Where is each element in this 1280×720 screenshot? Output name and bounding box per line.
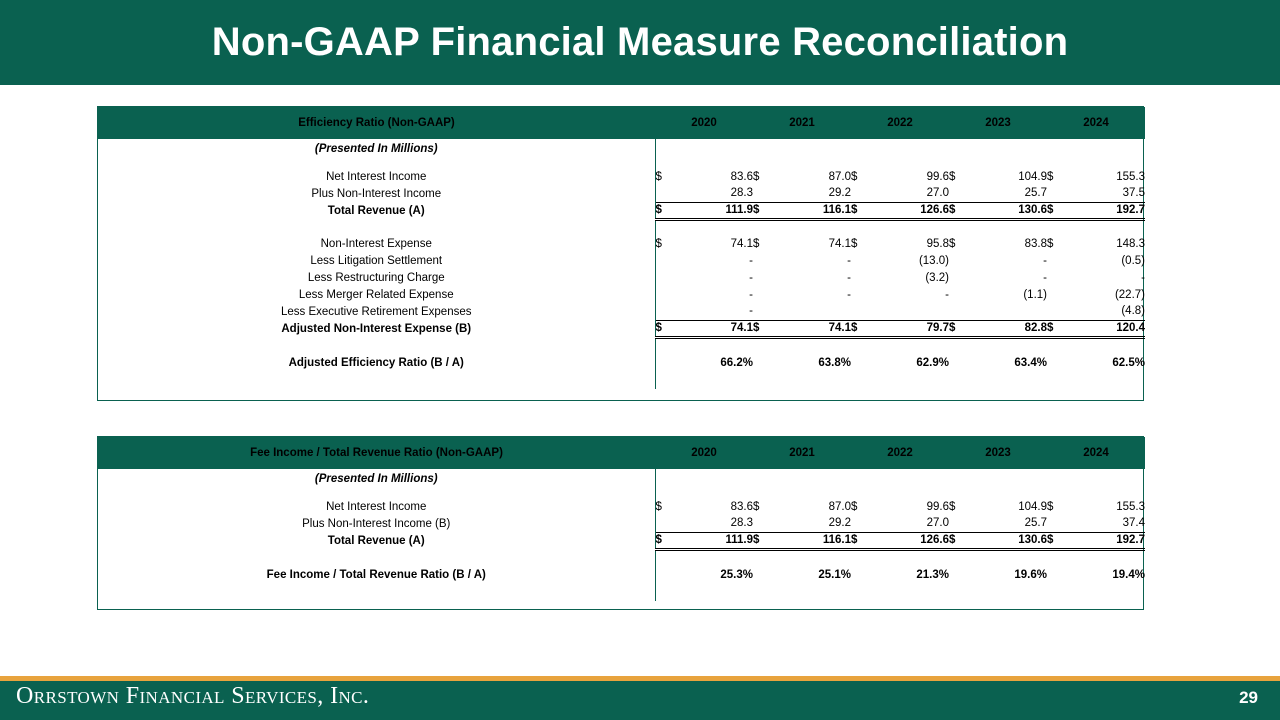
- cell-value: 99.6: [926, 170, 949, 183]
- cell-value: 87.0: [828, 170, 851, 183]
- cell-value: 130.6: [967, 532, 1047, 549]
- cell-symbol: $: [1047, 202, 1065, 219]
- cell-value: 126.6: [869, 202, 949, 219]
- cell-value: 155.3: [1116, 170, 1145, 183]
- cell-symbol: $: [753, 202, 771, 219]
- cell-symbol: $: [655, 168, 673, 185]
- units-note: (Presented In Millions): [314, 473, 438, 485]
- cell-symbol: $: [949, 170, 956, 183]
- cell-value: (0.5): [1121, 254, 1145, 267]
- cell-symbol: $: [949, 500, 956, 513]
- table-row: [98, 532, 1145, 549]
- cell-symbol: [655, 353, 673, 373]
- row-label: Adjusted Non-Interest Expense (B): [281, 322, 472, 335]
- cell-value: 116.1: [771, 532, 851, 549]
- row-label: Less Merger Related Expense: [298, 288, 454, 301]
- cell-value: 19.4%: [1112, 569, 1145, 581]
- cell-symbol: [949, 185, 967, 202]
- cell-symbol: $: [1047, 500, 1054, 513]
- cell-value: (1.1): [1023, 288, 1047, 301]
- cell-value: -: [945, 288, 949, 301]
- row-label: Less Restructuring Charge: [307, 271, 445, 284]
- cell-value: 87.0: [828, 500, 851, 513]
- cell-symbol: [1047, 185, 1065, 202]
- cell-value: 25.7: [1024, 517, 1047, 530]
- cell-value: -: [749, 288, 753, 301]
- cell-value: 192.7: [1065, 532, 1145, 549]
- cell-symbol: $: [1047, 320, 1065, 337]
- cell-value: 79.7: [869, 320, 949, 337]
- cell-value: 99.6: [926, 500, 949, 513]
- row-label: Less Executive Retirement Expenses: [281, 305, 472, 318]
- cell-symbol: $: [851, 532, 869, 549]
- cell-value: 66.2%: [720, 357, 753, 369]
- cell-symbol: [949, 303, 967, 320]
- cell-symbol: $: [949, 237, 956, 250]
- cell-value: -: [847, 271, 851, 284]
- cell-value: 155.3: [1116, 500, 1145, 513]
- column-header-year-2023: 2023: [949, 437, 1047, 469]
- cell-value: 19.6%: [1014, 569, 1047, 581]
- cell-symbol: $: [1047, 237, 1054, 250]
- cell-value: -: [749, 271, 753, 284]
- cell-value: 25.7: [1024, 187, 1047, 200]
- cell-value: 104.9: [1018, 170, 1047, 183]
- row-label: Fee Income / Total Revenue Ratio (B / A): [266, 569, 486, 581]
- column-header-year-2020: 2020: [655, 437, 753, 469]
- table-row: [98, 202, 1145, 219]
- efficiency-ratio-grid: [98, 107, 1145, 389]
- cell-value: 27.0: [926, 517, 949, 530]
- cell-value: (4.8): [1121, 305, 1145, 318]
- cell-value: 28.3: [730, 517, 753, 530]
- cell-value: 120.4: [1065, 320, 1145, 337]
- cell-value: 25.1%: [818, 569, 851, 581]
- cell-symbol: [851, 515, 869, 532]
- cell-value: 74.1: [730, 237, 753, 250]
- cell-value: 95.8: [926, 237, 949, 250]
- cell-value: (13.0): [918, 254, 949, 267]
- cell-value: (22.7): [1114, 288, 1145, 301]
- cell-value: 27.0: [926, 187, 949, 200]
- row-label: Less Litigation Settlement: [310, 254, 443, 267]
- cell-value: 29.2: [828, 187, 851, 200]
- cell-symbol: $: [753, 532, 771, 549]
- cell-value: 74.1: [673, 320, 753, 337]
- cell-value: [771, 303, 851, 320]
- cell-value: 29.2: [828, 517, 851, 530]
- column-header-year-2023: 2023: [949, 107, 1047, 139]
- cell-value: 62.5%: [1112, 357, 1145, 369]
- cell-symbol: $: [851, 500, 858, 513]
- cell-value: 63.4%: [1014, 357, 1047, 369]
- spacer-row: [98, 549, 1145, 565]
- cell-symbol: $: [655, 202, 673, 219]
- cell-value: 37.4: [1122, 517, 1145, 530]
- cell-symbol: [753, 269, 771, 286]
- cell-symbol: [949, 286, 967, 303]
- column-header-year-2021: 2021: [753, 437, 851, 469]
- cell-value: -: [1141, 271, 1145, 284]
- cell-value: 74.1: [828, 237, 851, 250]
- cell-value: 126.6: [869, 532, 949, 549]
- column-header-year-2022: 2022: [851, 107, 949, 139]
- cell-symbol: $: [851, 202, 869, 219]
- cell-symbol: [753, 286, 771, 303]
- cell-value: 74.1: [771, 320, 851, 337]
- table-row: [98, 320, 1145, 337]
- table-row: [98, 565, 1145, 585]
- row-label: Net Interest Income: [326, 500, 427, 513]
- cell-symbol: $: [851, 170, 858, 183]
- cell-symbol: [851, 303, 869, 320]
- cell-symbol: [851, 252, 869, 269]
- table-header-row: [98, 107, 1145, 139]
- cell-symbol: $: [949, 320, 967, 337]
- cell-value: 28.3: [730, 187, 753, 200]
- cell-symbol: [753, 515, 771, 532]
- cell-symbol: [1047, 252, 1065, 269]
- column-header-year-2020: 2020: [655, 107, 753, 139]
- cell-value: 104.9: [1018, 500, 1047, 513]
- cell-value: 25.3%: [720, 569, 753, 581]
- cell-symbol: [949, 269, 967, 286]
- cell-symbol: $: [851, 320, 869, 337]
- cell-symbol: [851, 353, 869, 373]
- table-row: [98, 303, 1145, 320]
- table-row: [98, 252, 1145, 269]
- cell-value: 83.8: [1024, 237, 1047, 250]
- cell-symbol: $: [949, 532, 967, 549]
- table-row: [98, 286, 1145, 303]
- cell-value: -: [749, 254, 753, 267]
- cell-value: -: [847, 254, 851, 267]
- cell-value: 82.8: [967, 320, 1047, 337]
- cell-symbol: [851, 286, 869, 303]
- column-header-year-2024: 2024: [1047, 437, 1145, 469]
- cell-value: 148.3: [1116, 237, 1145, 250]
- cell-symbol: [851, 185, 869, 202]
- cell-value: -: [1043, 271, 1047, 284]
- cell-symbol: [753, 303, 771, 320]
- units-note-row: [98, 139, 1145, 159]
- table-row: [98, 269, 1145, 286]
- fee-income-ratio-table: [97, 436, 1144, 610]
- cell-symbol: [1047, 515, 1065, 532]
- cell-symbol: $: [753, 500, 760, 513]
- column-header-year-2022: 2022: [851, 437, 949, 469]
- row-label: Total Revenue (A): [327, 204, 425, 217]
- cell-value: [869, 303, 949, 320]
- spacer-row: [98, 585, 1145, 601]
- cell-symbol: [753, 353, 771, 373]
- cell-symbol: $: [655, 532, 673, 549]
- efficiency-ratio-table: [97, 106, 1144, 401]
- cell-symbol: $: [949, 202, 967, 219]
- cell-symbol: [655, 286, 673, 303]
- cell-value: -: [847, 288, 851, 301]
- cell-symbol: [655, 185, 673, 202]
- cell-symbol: [655, 252, 673, 269]
- table-header-row: [98, 437, 1145, 469]
- company-logo: Orrstown Financial Services, Inc.: [16, 683, 370, 709]
- spacer-row: [98, 219, 1145, 235]
- cell-value: 63.8%: [818, 357, 851, 369]
- cell-symbol: $: [851, 237, 858, 250]
- cell-value: -: [1043, 254, 1047, 267]
- spacer-row: [98, 373, 1145, 389]
- cell-symbol: [753, 185, 771, 202]
- table-header-label: Efficiency Ratio (Non-GAAP): [98, 107, 655, 139]
- units-note: (Presented In Millions): [314, 143, 438, 155]
- cell-symbol: [1047, 353, 1065, 373]
- column-header-year-2021: 2021: [753, 107, 851, 139]
- table-row: [98, 235, 1145, 252]
- cell-symbol: $: [753, 237, 760, 250]
- cell-symbol: [655, 565, 673, 585]
- row-label: Total Revenue (A): [327, 534, 425, 547]
- cell-symbol: [753, 565, 771, 585]
- cell-symbol: [949, 252, 967, 269]
- cell-symbol: [655, 515, 673, 532]
- spacer-row: [98, 489, 1145, 498]
- fee-income-ratio-grid: [98, 437, 1145, 601]
- row-label: Adjusted Efficiency Ratio (B / A): [288, 357, 464, 369]
- cell-value: 62.9%: [916, 357, 949, 369]
- cell-symbol: [1047, 286, 1065, 303]
- column-header-year-2024: 2024: [1047, 107, 1145, 139]
- cell-value: 192.7: [1065, 202, 1145, 219]
- cell-value: 37.5: [1122, 187, 1145, 200]
- spacer-row: [98, 337, 1145, 353]
- row-label: Plus Non-Interest Income: [311, 187, 442, 200]
- cell-value: -: [749, 305, 753, 318]
- page-number: 29: [1239, 688, 1258, 707]
- cell-symbol: [655, 303, 673, 320]
- cell-symbol: $: [655, 320, 673, 337]
- cell-symbol: $: [753, 170, 760, 183]
- cell-value: [967, 303, 1047, 320]
- cell-symbol: $: [1047, 170, 1054, 183]
- cell-symbol: [1047, 565, 1065, 585]
- cell-symbol: [949, 565, 967, 585]
- cell-symbol: [949, 515, 967, 532]
- cell-symbol: $: [1047, 532, 1065, 549]
- cell-value: 111.9: [673, 532, 753, 549]
- cell-symbol: [1047, 303, 1065, 320]
- cell-symbol: [851, 269, 869, 286]
- cell-symbol: [1047, 269, 1065, 286]
- row-label: Non-Interest Expense: [320, 237, 432, 250]
- cell-value: 21.3%: [916, 569, 949, 581]
- row-label: Net Interest Income: [326, 170, 427, 183]
- cell-symbol: [655, 269, 673, 286]
- units-note-row: [98, 469, 1145, 489]
- table-header-label: Fee Income / Total Revenue Ratio (Non-GAAP): [98, 437, 655, 469]
- cell-symbol: [753, 252, 771, 269]
- cell-value: 130.6: [967, 202, 1047, 219]
- cell-symbol: $: [753, 320, 771, 337]
- table-row: [98, 353, 1145, 373]
- cell-value: (3.2): [925, 271, 949, 284]
- row-label: Plus Non-Interest Income (B): [302, 517, 451, 530]
- cell-value: 111.9: [673, 202, 753, 219]
- cell-symbol: [851, 565, 869, 585]
- cell-value: 116.1: [771, 202, 851, 219]
- cell-value: 83.6: [730, 500, 753, 513]
- cell-symbol: $: [655, 498, 673, 515]
- table-row: [98, 185, 1145, 202]
- table-row: [98, 515, 1145, 532]
- table-row: [98, 498, 1145, 515]
- cell-symbol: $: [655, 235, 673, 252]
- spacer-row: [98, 159, 1145, 168]
- cell-symbol: [949, 353, 967, 373]
- page-title: Non-GAAP Financial Measure Reconciliation: [211, 20, 1069, 64]
- cell-value: 83.6: [730, 170, 753, 183]
- table-row: [98, 168, 1145, 185]
